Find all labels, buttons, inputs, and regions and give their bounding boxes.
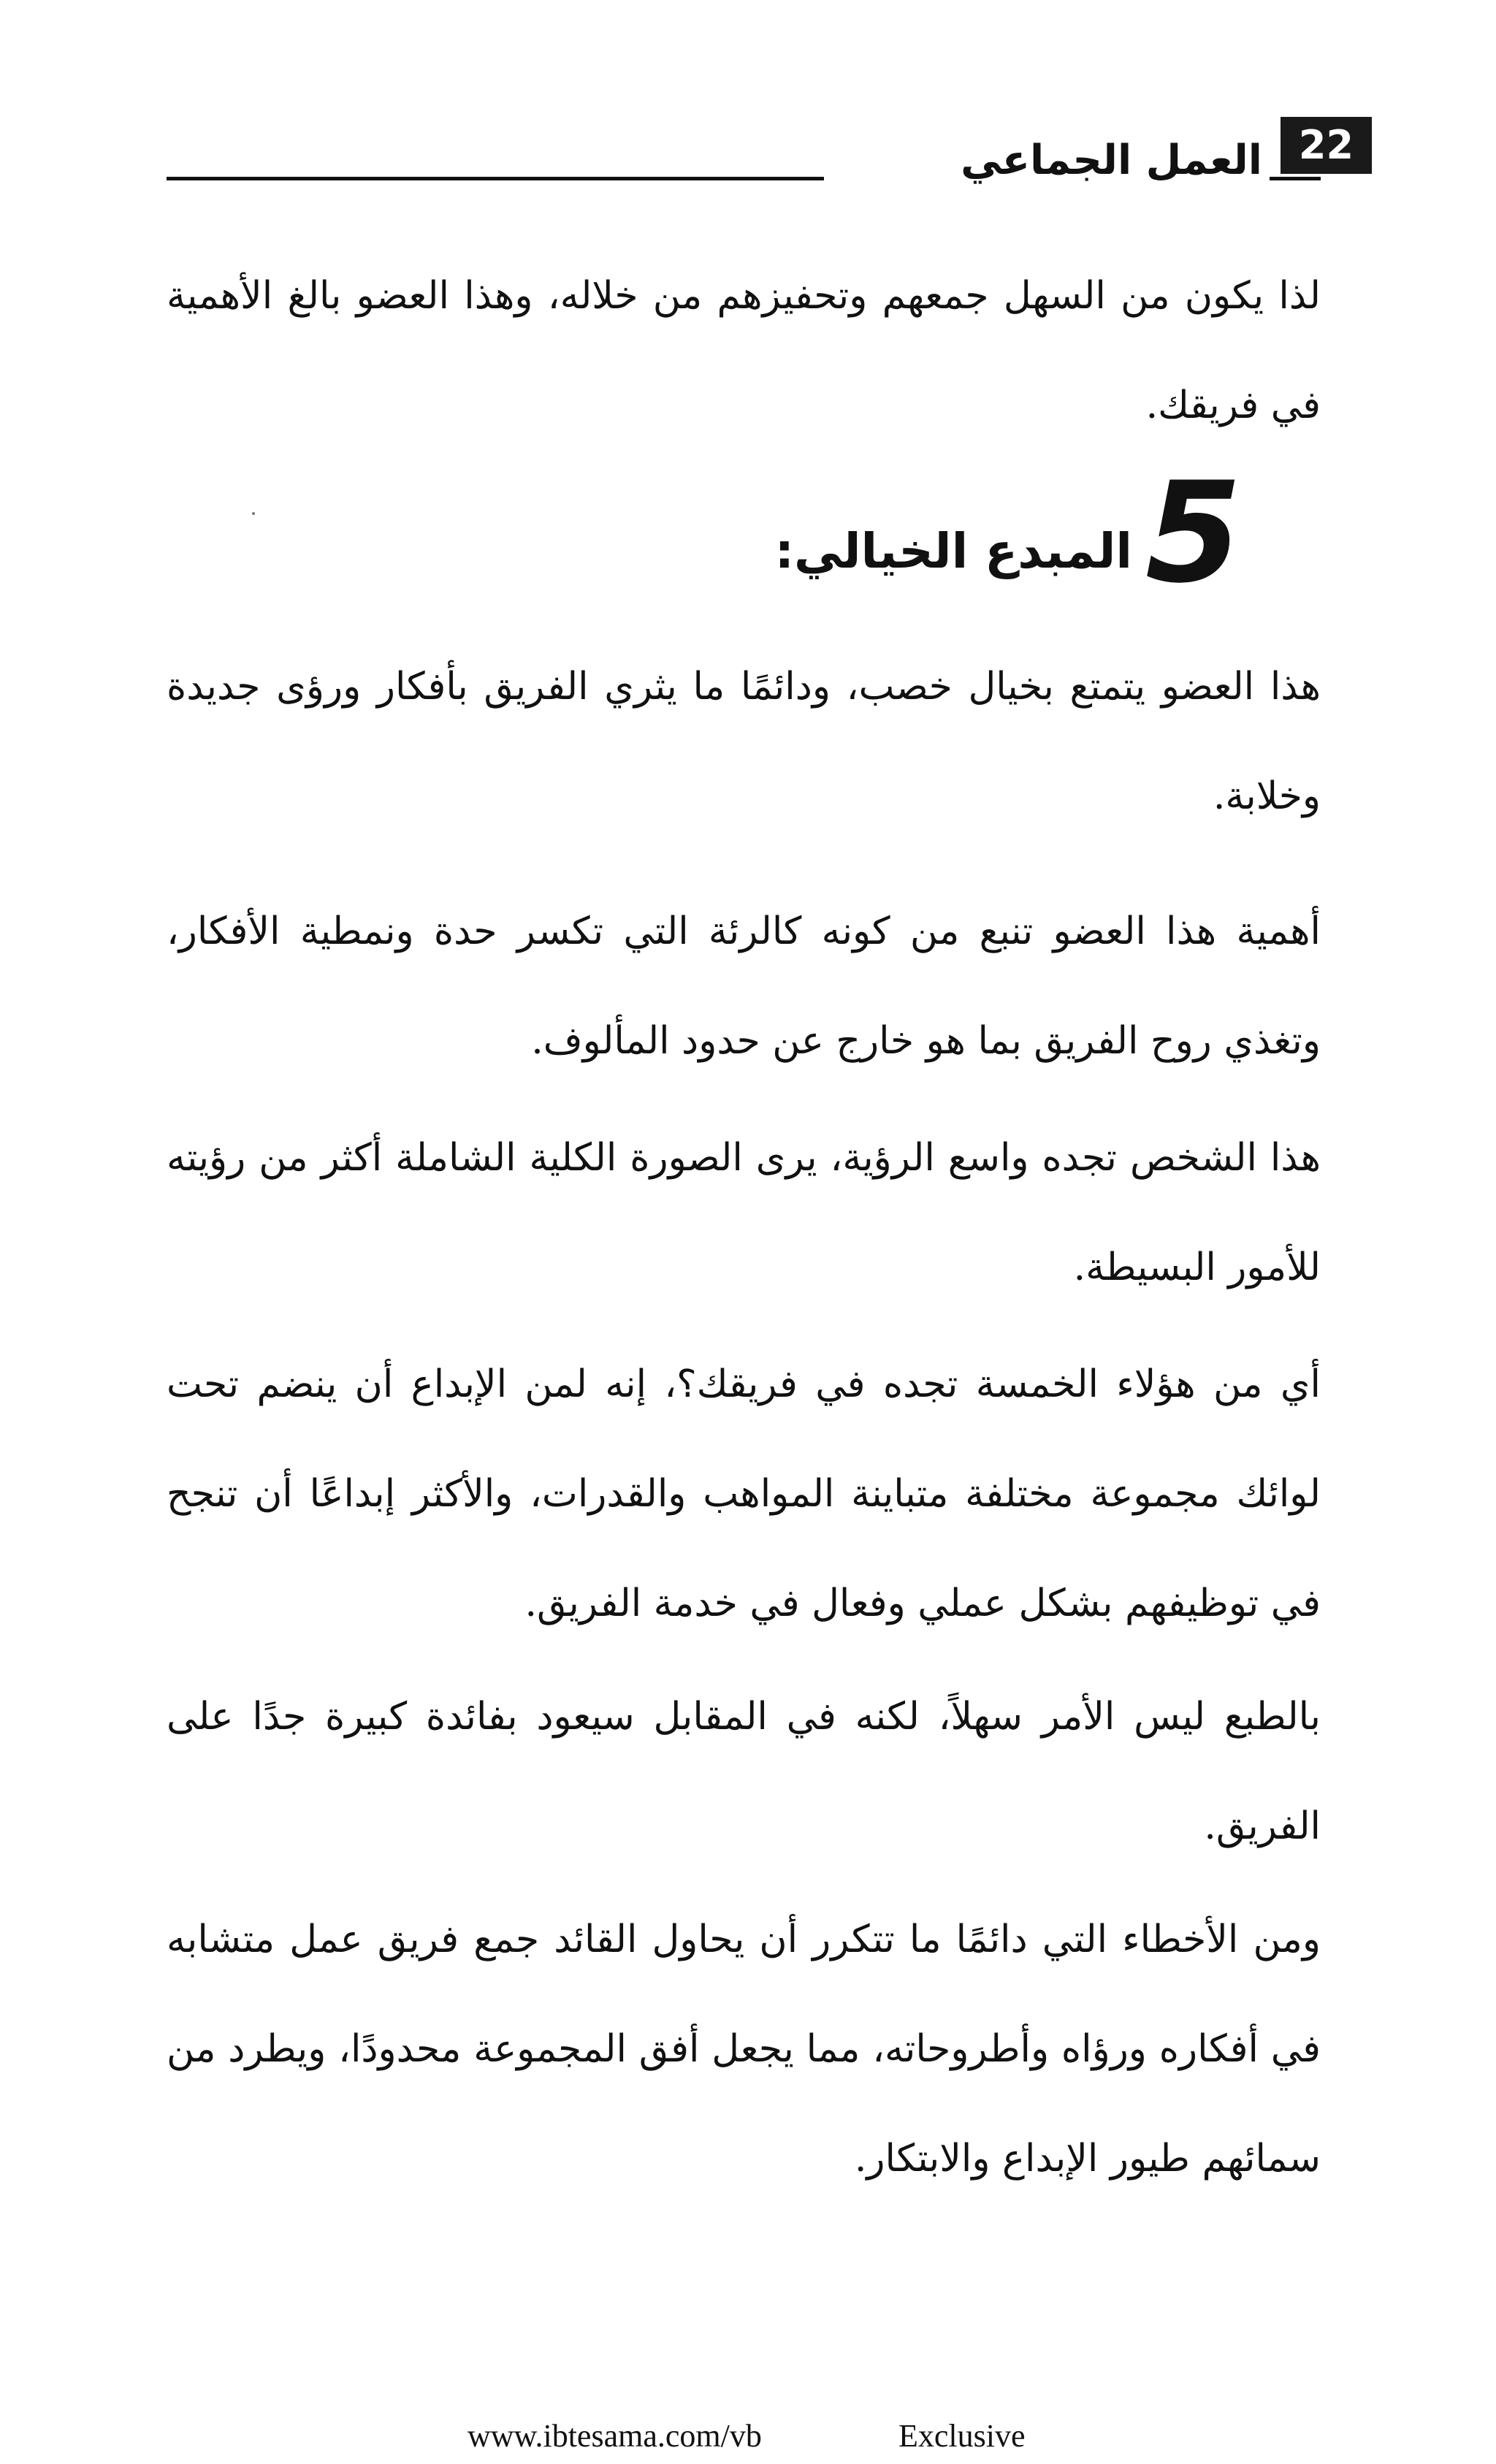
footer-tag: Exclusive xyxy=(898,2418,1026,2454)
page-number: 22 xyxy=(1281,117,1372,174)
paragraph: ومن الأخطاء التي دائمًا ما تتكرر أن يحاول القائد جمع فريق عمل متشابه في أفكاره ورؤاه وأطروحاته، مما يجعل أفق المجموعة محدودًا، ويطرد من سمائهم طيور الإبداع والابتكار. xyxy=(167,1918,1321,2181)
page-footer xyxy=(438,2418,1096,2455)
section-number: 5 xyxy=(1145,452,1242,614)
footer-url: www.ibtesama.com/vb xyxy=(468,2418,762,2454)
paragraph: هذا العضو يتمتع بخيال خصب، ودائمًا ما يثري الفريق بأفكار ورؤى جديدة وخلابة. xyxy=(167,665,1321,818)
paragraph: هذا الشخص تجده واسع الرؤية، يرى الصورة الكلية الشاملة أكثر من رؤيته للأمور البسيطة. xyxy=(167,1136,1321,1289)
paragraph: بالطبع ليس الأمر سهلاً، لكنه في المقابل سيعود بفائدة كبيرة جدًا على الفريق. xyxy=(167,1695,1321,1848)
header-rule-short xyxy=(1270,177,1321,180)
page-header xyxy=(167,110,1354,190)
paragraph-continuation: لذا يكون من السهل جمعهم وتحفيزهم من خلاله، وهذا العضو بالغ الأهمية في فريقك. xyxy=(167,274,1321,427)
paragraph: أي من هؤلاء الخمسة تجده في فريقك؟، إنه لمن الإبداع أن ينضم تحت لوائك مجموعة مختلفة متباينة المواهب والقدرات، والأكثر إبداعًا أن تنجح في توظيفهم بشكل عملي وفعال في خدمة الفريق. xyxy=(167,1362,1321,1625)
running-header-title: العمل الجماعي xyxy=(961,137,1262,184)
section-heading xyxy=(730,453,1242,614)
header-rule xyxy=(167,177,824,180)
paragraph: أهمية هذا العضو تنبع من كونه كالرئة التي تكسر حدة ونمطية الأفكار، وتغذي روح الفريق بما هو خارج عن حدود المألوف. xyxy=(167,909,1321,1063)
scan-speck xyxy=(252,512,255,515)
section-title: المبدع الخيالي: xyxy=(774,523,1132,579)
